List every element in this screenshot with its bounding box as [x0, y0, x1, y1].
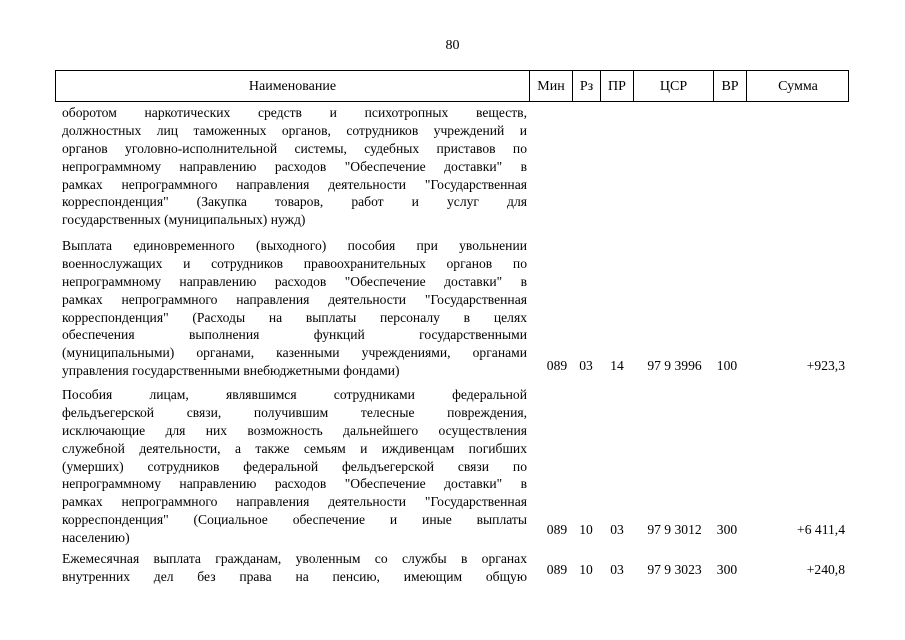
- description-line: Пособия лицам, являвшимся сотрудниками федеральной: [62, 387, 527, 402]
- description-line: корреспонденция" (Закупка товаров, работ и услуг для: [62, 194, 527, 210]
- description-line: должностных лиц таможенных органов, сотрудников учреждений и: [62, 122, 527, 138]
- header-rz: Рз: [572, 71, 600, 101]
- description-line: корреспонденция" (Социальное обеспечение и иные выплаты: [62, 512, 527, 528]
- description-line: Выплата единовременного (выходного) пособия при увольнении: [62, 238, 527, 253]
- table-header: [55, 70, 849, 102]
- cell-csr: 97 9 3012: [647, 522, 702, 537]
- description-line: непрограммному направлению расходов "Обеспечение доставки" в: [62, 476, 527, 492]
- description-line: (умерших) сотрудников федеральной фельдъегерской связи по: [62, 458, 527, 474]
- table-row-description: [62, 386, 527, 547]
- cell-sum: +923,3: [806, 358, 845, 373]
- cell-vr: 100: [716, 358, 738, 373]
- description-line: внутренних дел без права на пенсию, имеющим общую: [62, 568, 527, 584]
- header-sum: Сумма: [746, 71, 849, 101]
- cell-sum: +240,8: [806, 562, 845, 577]
- description-line: государственных (муниципальных) нужд): [62, 212, 306, 228]
- cell-min: 089: [546, 562, 568, 577]
- cell-min: 089: [546, 358, 568, 373]
- description-line: служебной деятельности, а также семьям и иждивенцам погибших: [62, 440, 527, 456]
- cell-pr: 03: [610, 562, 624, 577]
- cell-vr: 300: [716, 522, 738, 537]
- cell-csr: 97 9 3996: [647, 358, 702, 373]
- cell-csr: 97 9 3023: [647, 562, 702, 577]
- description-line: исключающие для них возможность дальнейшего осуществления: [62, 422, 527, 438]
- cell-rz: 10: [579, 562, 593, 577]
- page-number: 80: [445, 38, 460, 53]
- description-line: непрограммному направлению расходов "Обеспечение доставки" в: [62, 273, 527, 289]
- cell-rz: 03: [579, 358, 593, 373]
- table-row-description: [62, 550, 527, 586]
- description-line: рамках непрограммного направления деятельности "Государственная: [62, 176, 527, 192]
- cell-sum: +6 411,4: [797, 522, 845, 537]
- description-line: непрограммному направлению расходов "Обеспечение доставки" в: [62, 158, 527, 174]
- header-name: Наименование: [248, 79, 337, 94]
- description-line: рамках непрограммного направления деятельности "Государственная: [62, 494, 527, 510]
- description-line: фельдъегерской связи, получившим телесные повреждения,: [62, 404, 527, 420]
- header-min: Мин: [529, 71, 572, 101]
- description-line: обеспечения выполнения функций государственными: [62, 327, 527, 343]
- table-row-description: [62, 104, 527, 229]
- description-line: Ежемесячная выплата гражданам, уволенным со службы в органах: [62, 551, 527, 566]
- description-line: (муниципальными) органами, казенными учреждениями, органами: [62, 345, 527, 361]
- description-line: военнослужащих и сотрудников правоохранительных органов по: [62, 255, 527, 271]
- table-row-description: [62, 237, 527, 380]
- description-line: оборотом наркотических средств и психотропных веществ,: [62, 105, 527, 120]
- cell-vr: 300: [716, 562, 738, 577]
- header-pr: ПР: [600, 71, 633, 101]
- header-vr: ВР: [713, 71, 746, 101]
- cell-pr: 03: [610, 522, 624, 537]
- description-line: органов уголовно-исполнительной системы, судебных приставов по: [62, 140, 527, 156]
- description-line: населению): [62, 530, 130, 546]
- description-line: рамках непрограммного направления деятельности "Государственная: [62, 291, 527, 307]
- cell-pr: 14: [610, 358, 624, 373]
- header-csr: ЦСР: [633, 71, 713, 101]
- description-line: корреспонденция" (Расходы на выплаты персоналу в целях: [62, 309, 527, 325]
- description-line: управления государственными внебюджетными фондами): [62, 363, 400, 379]
- cell-min: 089: [546, 522, 568, 537]
- cell-rz: 10: [579, 522, 593, 537]
